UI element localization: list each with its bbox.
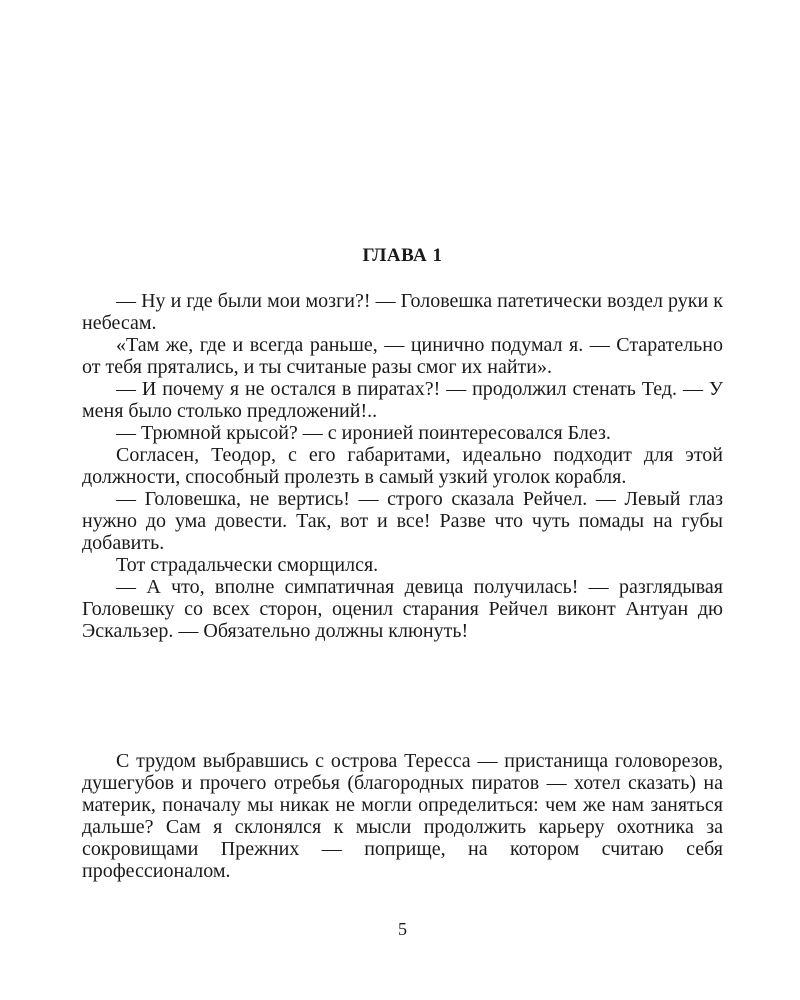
- paragraph: С трудом выбравшись с острова Тересса — пристанища головорезов, душегубов и прочего отребья (благородных пиратов — хотел сказать) на материк, поначалу мы никак не могли определиться: чем же нам заняться дальше? Сам я склонялся к мысли продолжить карьеру охотника за сокровищами Прежних — поприще, на котором считаю себя профессионалом.: [82, 750, 723, 882]
- chapter-title: ГЛАВА 1: [362, 245, 443, 266]
- text-block-dialogue: [82, 290, 723, 642]
- paragraph: — Головешка, не вертись! — строго сказала Рейчел. — Левый глаз нужно до ума довести. Так, вот и все! Разве что чуть помады на губы добавить.: [82, 488, 723, 554]
- paragraph: — Ну и где были мои мозги?! — Головешка патетически воздел руки к небесам.: [82, 290, 723, 334]
- paragraph: Тот страдальчески сморщился.: [116, 554, 379, 576]
- text-block-narration: [82, 750, 723, 882]
- paragraph: — Трюмной крысой? — с иронией поинтересовался Блез.: [116, 422, 611, 444]
- paragraph: Согласен, Теодор, с его габаритами, идеально подходит для этой должности, способный пролезть в самый узкий уголок корабля.: [82, 444, 723, 488]
- paragraph: «Там же, где и всегда раньше, — цинично подумал я. — Старательно от тебя прятались, и ты считаные разы смог их найти».: [82, 334, 723, 378]
- book-page: [82, 0, 723, 1000]
- paragraph: — А что, вполне симпатичная девица получилась! — разглядывая Головешку со всех сторон, оценил старания Рейчел виконт Антуан дю Эскальзер. — Обязательно должны клюнуть!: [82, 576, 723, 642]
- page-number: 5: [398, 919, 407, 939]
- paragraph: — И почему я не остался в пиратах?! — продолжил стенать Тед. — У меня было столько предложений!..: [82, 378, 723, 422]
